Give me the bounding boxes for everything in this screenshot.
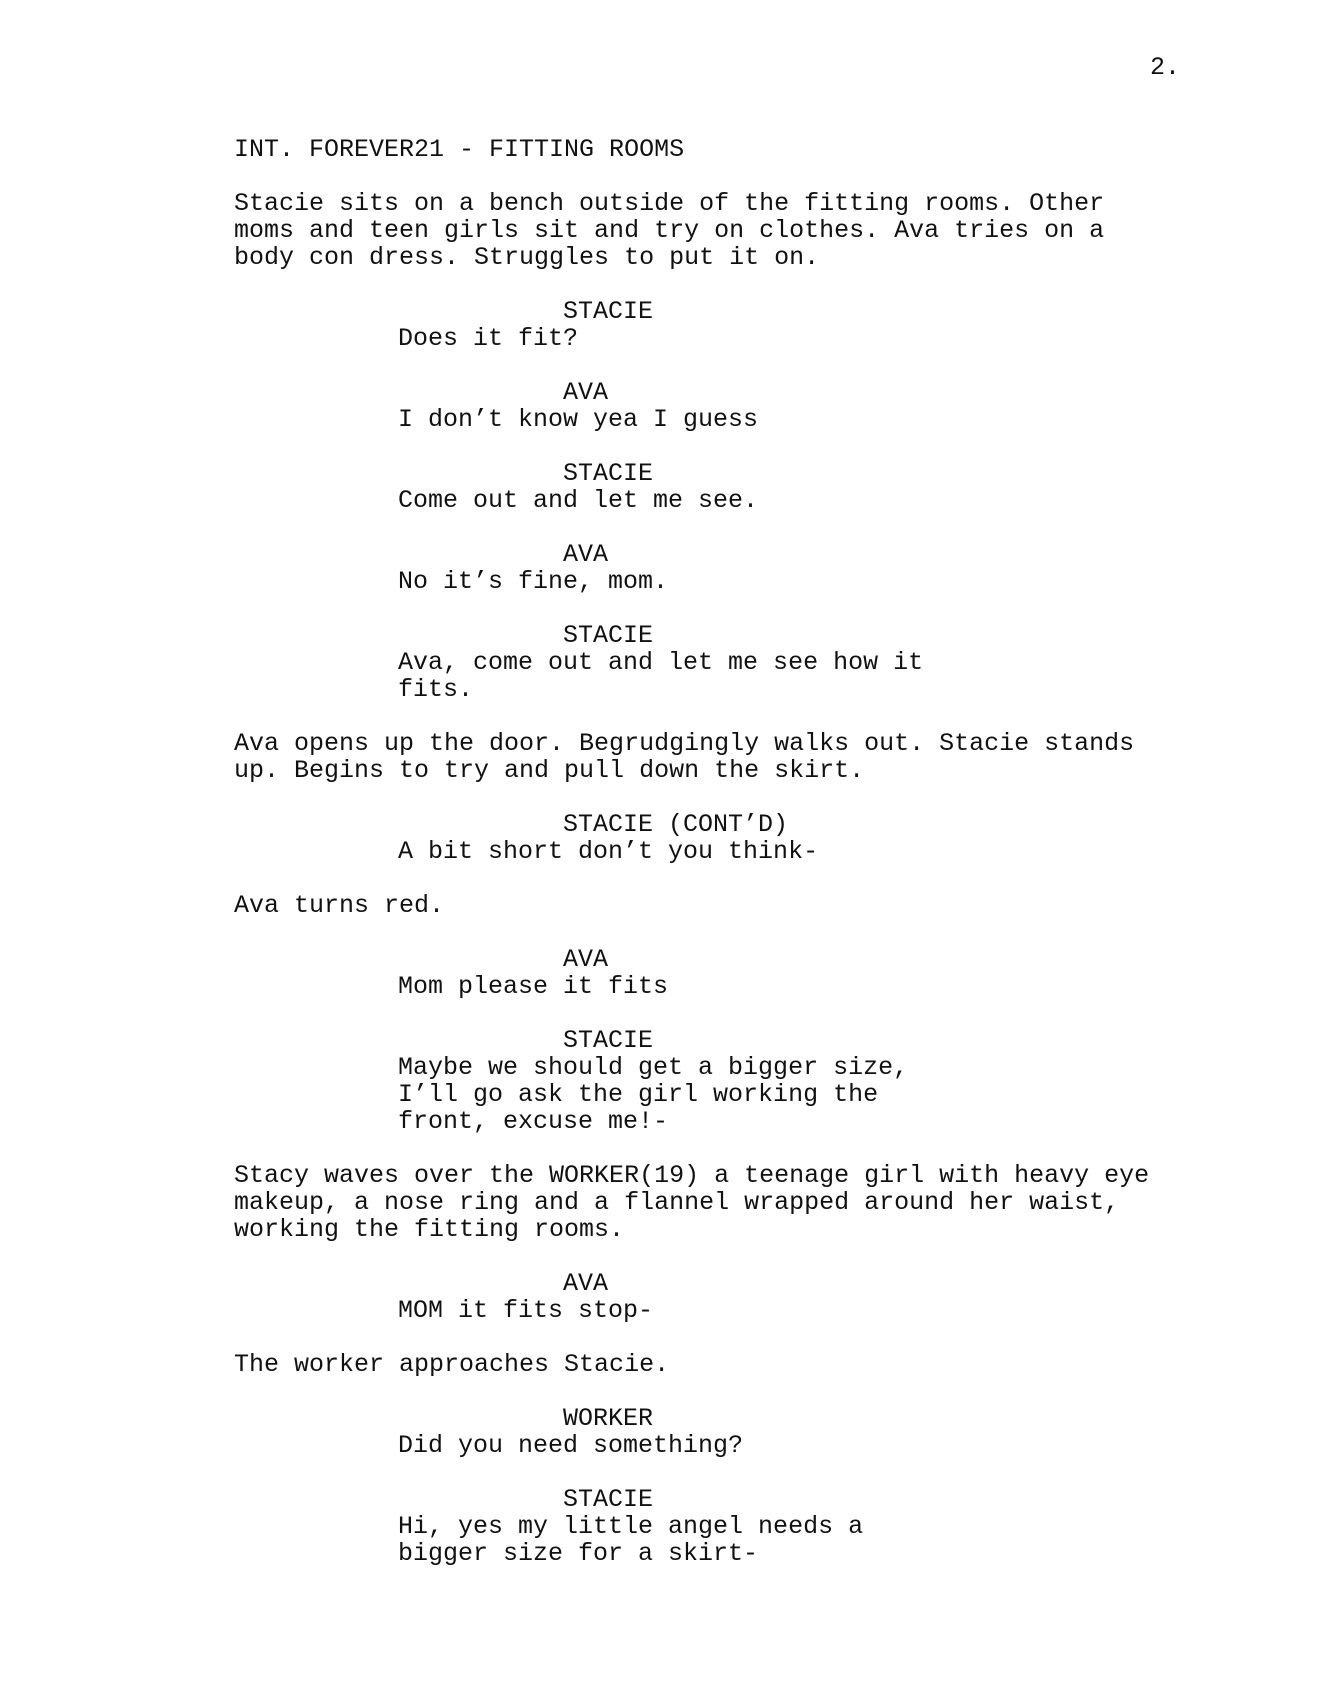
scene-heading: INT. FOREVER21 - FITTING ROOMS bbox=[234, 135, 685, 164]
action-line: makeup, a nose ring and a flannel wrapped around her waist, bbox=[234, 1188, 1120, 1217]
dialogue-line: fits. bbox=[398, 675, 474, 704]
dialogue-line: A bit short don’t you think- bbox=[398, 837, 819, 866]
dialogue-line: Come out and let me see. bbox=[398, 486, 759, 515]
action-line: working the fitting rooms. bbox=[234, 1215, 625, 1244]
dialogue-line: Ava, come out and let me see how it bbox=[398, 648, 924, 677]
dialogue-line: I don’t know yea I guess bbox=[398, 405, 759, 434]
action-line: The worker approaches Stacie. bbox=[234, 1350, 670, 1379]
character-name: STACIE bbox=[563, 621, 654, 650]
character-name: STACIE bbox=[563, 297, 654, 326]
character-name: STACIE (CONT’D) bbox=[563, 810, 789, 839]
dialogue-line: Does it fit? bbox=[398, 324, 579, 353]
action-line: moms and teen girls sit and try on clothes. Ava tries on a bbox=[234, 216, 1105, 245]
dialogue-line: No it’s fine, mom. bbox=[398, 567, 669, 596]
dialogue-line: Hi, yes my little angel needs a bbox=[398, 1512, 864, 1541]
action-line: body con dress. Struggles to put it on. bbox=[234, 243, 820, 272]
page-number: 2. bbox=[1150, 53, 1181, 82]
dialogue-line: Mom please it fits bbox=[398, 972, 669, 1001]
dialogue-line: MOM it fits stop- bbox=[398, 1296, 654, 1325]
dialogue-line: Did you need something? bbox=[398, 1431, 744, 1460]
character-name: AVA bbox=[563, 540, 609, 569]
character-name: STACIE bbox=[563, 1485, 654, 1514]
character-name: AVA bbox=[563, 378, 609, 407]
dialogue-line: Maybe we should get a bigger size, bbox=[398, 1053, 909, 1082]
character-name: AVA bbox=[563, 1269, 609, 1298]
dialogue-line: front, excuse me!- bbox=[398, 1107, 669, 1136]
character-name: WORKER bbox=[563, 1404, 654, 1433]
character-name: STACIE bbox=[563, 1026, 654, 1055]
action-line: Stacy waves over the WORKER(19) a teenage girl with heavy eye bbox=[234, 1161, 1150, 1190]
action-line: Stacie sits on a bench outside of the fitting rooms. Other bbox=[234, 189, 1105, 218]
dialogue-line: I’ll go ask the girl working the bbox=[398, 1080, 879, 1109]
dialogue-line: bigger size for a skirt- bbox=[398, 1539, 759, 1568]
character-name: STACIE bbox=[563, 459, 654, 488]
character-name: AVA bbox=[563, 945, 609, 974]
action-line: Ava turns red. bbox=[234, 891, 445, 920]
action-line: up. Begins to try and pull down the skirt. bbox=[234, 756, 865, 785]
action-line: Ava opens up the door. Begrudgingly walks out. Stacie stands bbox=[234, 729, 1135, 758]
